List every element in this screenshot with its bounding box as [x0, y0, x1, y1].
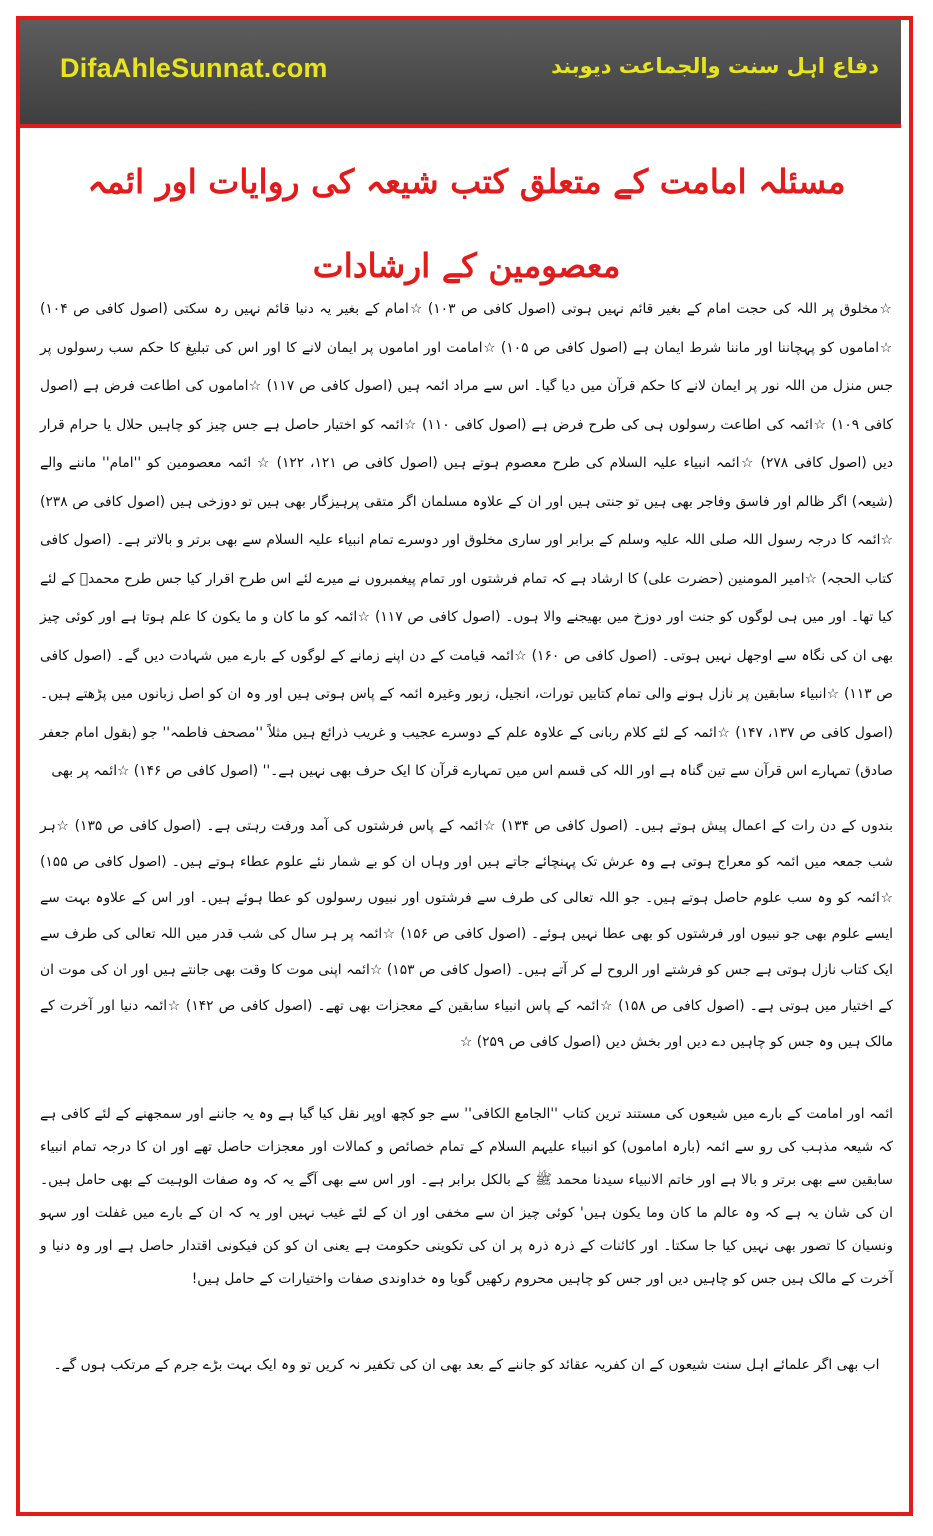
- page-title: مسئلہ امامت کے متعلق کتب شیعہ کی روایات اور ائمہ معصومین کے ارشادات: [87, 162, 846, 285]
- site-header: [20, 20, 901, 124]
- paragraph-narrations-2: بندوں کے دن رات کے اعمال پیش ہوتے ہیں۔ (اصول کافی ص ۱۳۴) ☆ائمہ کے پاس فرشتوں کی آمد ورفت رہتی ہے۔ (اصول کافی ص ۱۳۵) ☆ہر شب جمعہ میں ائمہ کو معراج ہوتی ہے وہ عرش تک پہنچائے جاتے ہیں اور وہاں ان کو بے شمار نئے علوم عطاء ہوتے ہیں۔ (اصول کافی ص ۱۵۵) ☆ائمہ کو وہ سب علوم حاصل ہوتے ہیں۔ جو اللہ تعالی کی طرف سے فرشتوں اور نبیوں رسولوں کو عطا ہوئے ہیں۔ اور اس کے علاوہ بہت سے ایسے علوم بھی جو نبیوں اور فرشتوں کو بھی عطا نہیں ہوئے۔ (اصول کافی ص ۱۵۶) ☆ائمہ پر ہر سال کی شب قدر میں اللہ تعالی کی طرف سے ایک کتاب نازل ہوتی ہے جس کو فرشتے اور الروح لے کر آتے ہیں۔ (اصول کافی ص ۱۵۳) ☆ائمہ اپنی موت کا وقت بھی جانتے ہیں اور ان کی موت ان کے اختیار میں ہوتی ہے۔ (اصول کافی ص ۱۵۸) ☆ائمہ کے پاس انبیاء سابقین کے معجزات بھی تھے۔ (اصول کافی ص ۱۴۲) ☆ائمہ دنیا اور آخرت کے مالک ہیں وہ جس کو چاہیں دے دیں اور بخش دیں (اصول کافی ص ۲۵۹) ☆: [40, 818, 893, 1050]
- paragraph-narrations-1: ☆مخلوق پر اللہ کی حجت امام کے بغیر قائم نہیں ہوتی (اصول کافی ص ۱۰۳) ☆امام کے بغیر یہ دنیا قائم نہیں رہ سکتی (اصول کافی ص ۱۰۴) ☆اماموں کو پہچاننا اور ماننا شرط ایمان ہے (اصول کافی ص ۱۰۵) ☆امامت اور اماموں پر ایمان لانے کا اور اس کی تبلیغ کا حکم سب رسولوں پر جس منزل من اللہ نور پر ایمان لانے کا حکم قرآن میں دیا گیا۔ اس سے مراد ائمہ ہیں (اصول کافی ص ۱۱۷) ☆اماموں کی اطاعت فرض ہے (اصول کافی ۱۰۹) ☆ائمہ کی اطاعت رسولوں ہی کی طرح فرض ہے (اصول کافی ۱۱۰) ☆ائمہ کو اختیار حاصل ہے جس چیز کو چاہیں حلال یا حرام قرار دیں (اصول کافی ۲۷۸) ☆ائمہ انبیاء علیہ السلام کی طرح معصوم ہوتے ہیں (اصول کافی ص ۱۲۱، ۱۲۲) ☆ ائمہ معصومین کو ''امام'' ماننے والے (شیعہ) اگر ظالم اور فاسق وفاجر بھی ہیں تو جنتی ہیں اور ان کے علاوہ مسلمان اگر متقی پرہیزگار بھی ہیں تو دوزخی ہیں (اصول کافی ص ۲۳۸) ☆ائمہ کا درجہ رسول اللہ صلی اللہ علیہ وسلم کے برابر اور ساری مخلوق اور دوسرے تمام انبیاء علیہ السلام سے بھی برتر و بالاتر ہے۔ (اصول کافی کتاب الحجہ) ☆امیر المومنین (حضرت علی) کا ارشاد ہے کہ تمام فرشتوں اور تمام پیغمبروں نے میرے لئے اس طرح اقرار کیا جس طرح محمدؐ کے لئے کیا تھا۔ اور میں ہی لوگوں کو جنت اور دوزخ میں بھیجنے والا ہوں۔ (اصول کافی ص ۱۱۷) ☆ائمہ کو ما کان و ما یکون کا علم ہوتا ہے اور کوئی چیز بھی ان کی نگاہ سے اوجھل نہیں ہوتی۔ (اصول کافی ص ۱۶۰) ☆ائمہ قیامت کے دن اپنے زمانے کے لوگوں کے بارے میں شہادت دیں گے۔ (اصول کافی ص ۱۱۳) ☆انبیاء سابقین پر نازل ہونے والی تمام کتابیں تورات، انجیل، زبور وغیرہ ائمہ کے پاس ہوتی ہیں اور وہ ان کو اصل زبانوں میں پڑھتے ہیں۔ (اصول کافی ص ۱۳۷، ۱۴۷) ☆ائمہ کے لئے کلام ربانی کے علاوہ علم کے دوسرے عجیب و غریب ذرائع ہیں مثلاً ''مصحف فاطمہ'' جو (بقول امام جعفر صادق) تمہارے اس قرآن سے تین گناہ ہے اور اللہ کی قسم اس میں تمہارے قرآن کا ایک حرف بھی نہیں ہے۔'' (اصول کافی ص ۱۴۶) ☆ائمہ پر بھی: [40, 301, 894, 779]
- brand-name: دفاع اہل سنت والجماعت دیوبند: [551, 54, 879, 78]
- paragraph-summary: ائمہ اور امامت کے بارے میں شیعوں کی مستند ترین کتاب ''الجامع الکافی'' سے جو کچھ اوپر نقل کیا گیا ہے وہ یہ جاننے اور سمجھنے کے لئے کافی ہے کہ شیعہ مذہب کی رو سے ائمہ (بارہ اماموں) کو انبیاء علیہم السلام کے تمام خصائص و کمالات اور معجزات حاصل تھے اور ان کا درجہ تمام انبیاء سابقین سے بھی برتر و بالا ہے اور خاتم الانبیاء سیدنا محمد ﷺ کے بالکل برابر ہے۔ اور اس سے بھی آگے یہ کہ وہ صفات الوہیت کے بھی حامل ہیں۔ ان کی شان یہ ہے کہ وہ عالم ما کان وما یکون ہیں' کوئی چیز ان سے مخفی اور ان کے لئے غیب نہیں اور یہ کہ ان کے بارے میں غفلت اور سہو ونسیان کا تصور بھی نہیں کیا جا سکتا۔ اور کائنات کے ذرہ ذرہ پر ان کی تکوینی حکومت ہے یعنی ان کو کن فیکونی اقتدار حاصل ہے اور وہ دنیا و آخرت کے مالک ہیں جس کو چاہیں دیں اور جس کو چاہیں محروم رکھیں گویا وہ خداوندی صفات واختیارات کے حامل ہیں!: [40, 1106, 893, 1287]
- site-url[interactable]: DifaAhleSunnat.com: [60, 53, 328, 83]
- header-divider: [20, 124, 901, 128]
- paragraph-conclusion: اب بھی اگر علمائے اہل سنت شیعوں کے ان کفریہ عقائد کو جاننے کے بعد بھی ان کی تکفیر نہ کریں تو وہ ایک بہت بڑے جرم کے مرتکب ہوں گے۔: [53, 1357, 880, 1373]
